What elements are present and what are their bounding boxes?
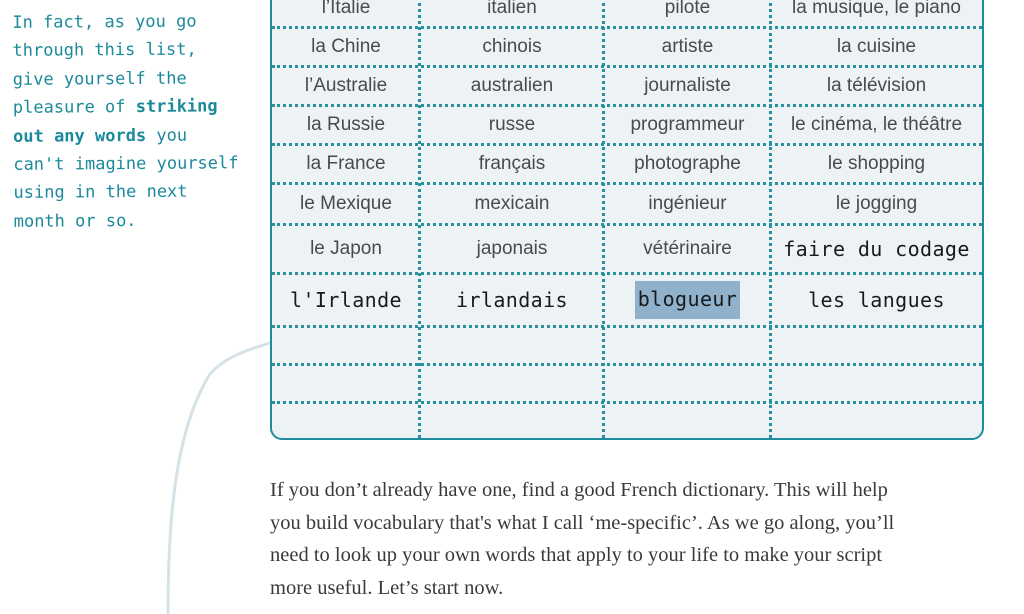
profession-cell (604, 366, 771, 401)
annotation-line: In fact, as you go (12, 11, 197, 33)
profession-cell: vétérinaire (643, 238, 732, 259)
table-row (272, 29, 982, 68)
table-row (272, 275, 982, 328)
table-row (272, 68, 982, 107)
empty-table-row (272, 366, 982, 404)
profession-cell: pilote (664, 0, 711, 18)
nationality-cell: italien (487, 0, 537, 18)
annotation-line: give yourself the (12, 68, 187, 90)
hobby-cell: la cuisine (836, 36, 917, 57)
country-cell (272, 404, 420, 440)
profession-cell: journaliste (644, 75, 731, 96)
nationality-cell: mexicain (474, 193, 550, 214)
nationality-cell (420, 404, 604, 440)
country-cell: l’Australie (304, 75, 388, 96)
nationality-cell: français (478, 153, 546, 174)
profession-cell (604, 328, 771, 363)
table-row (272, 107, 982, 146)
country-cell (272, 328, 420, 363)
country-cell (272, 366, 420, 401)
hobby-cell (771, 328, 982, 363)
hobby-cell (771, 404, 982, 440)
hobby-cell (771, 366, 982, 401)
highlighted-word: blogueur (635, 281, 741, 319)
table-row (272, 185, 982, 226)
column-divider (418, 0, 421, 438)
annotation-line: through this list, (12, 39, 197, 62)
nationality-cell-handwritten: irlandais (456, 288, 568, 312)
paragraph-line: you build vocabulary that's what I call ‘me-specific’. As we go along, you’ll (270, 511, 895, 534)
profession-cell: ingénieur (648, 193, 727, 214)
profession-cell (604, 404, 771, 440)
annotation-line: out any words you (13, 125, 188, 147)
annotation-line: month or so. (13, 210, 137, 232)
country-cell: la France (306, 153, 386, 174)
paragraph-line: If you don’t already have one, find a good French dictionary. This will help (270, 479, 888, 501)
table-row (272, 0, 982, 29)
profession-cell-handwritten (604, 275, 771, 325)
table-row (272, 146, 982, 185)
nationality-cell: australien (470, 75, 554, 96)
nationality-cell: chinois (482, 36, 542, 57)
country-cell: le Mexique (300, 193, 392, 214)
profession-cell: artiste (661, 36, 714, 57)
column-divider (602, 0, 605, 438)
annotation-line: using in the next (13, 182, 188, 204)
country-cell: l’Italie (321, 0, 371, 18)
country-cell-handwritten: l'Irlande (290, 288, 402, 312)
country-cell: la Chine (311, 36, 381, 57)
column-divider (769, 0, 772, 438)
profession-cell: programmeur (630, 114, 745, 135)
hobby-cell: le shopping (827, 153, 926, 174)
annotation-line: pleasure of striking (12, 96, 218, 119)
country-cell: la Russie (306, 114, 386, 135)
hobby-cell: le jogging (835, 193, 918, 214)
vocabulary-table (270, 0, 984, 440)
hobby-cell-handwritten: les langues (808, 288, 945, 312)
nationality-cell: russe (488, 114, 536, 135)
table-row (272, 226, 982, 275)
hobby-cell: la télévision (826, 75, 927, 96)
annotation-line: can't imagine yourself (13, 153, 239, 175)
hobby-cell: le cinéma, le théâtre (790, 114, 963, 135)
country-cell: le Japon (310, 238, 382, 259)
hobby-cell: la musique, le piano (792, 0, 961, 18)
nationality-cell: japonais (476, 238, 548, 259)
paragraph-line: more useful. Let’s start now. (270, 576, 504, 599)
paragraph-line: need to look up your own words that apply to your life to make your script (270, 544, 883, 566)
profession-cell: photographe (634, 153, 741, 174)
empty-table-row (272, 328, 982, 366)
nationality-cell (420, 366, 604, 401)
nationality-cell (420, 328, 604, 363)
empty-table-row (272, 404, 982, 440)
hobby-cell-handwritten: faire du codage (783, 237, 970, 261)
body-paragraph (270, 474, 990, 604)
